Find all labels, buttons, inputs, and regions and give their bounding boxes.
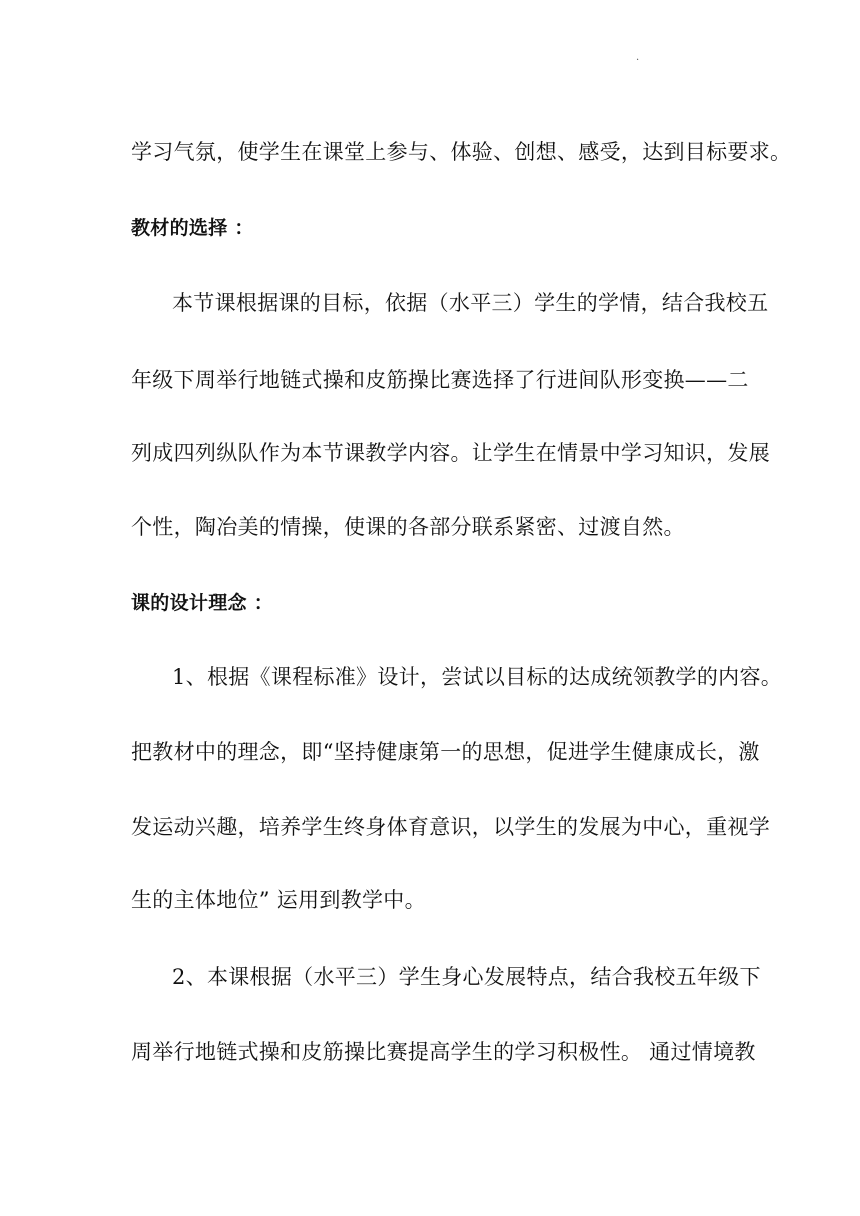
- header-mark: .: [636, 52, 640, 63]
- paragraph-line: 周举行地链式操和皮筋操比赛提高学生的学习积极性。 通过情境教: [131, 1040, 756, 1064]
- paragraph-line: 2、本课根据（水平三）学生身心发展特点，结合我校五年级下: [172, 965, 761, 989]
- section-heading-design-concept: 课的设计理念 ：: [131, 592, 274, 614]
- paragraph-line: 学习气氛，使学生在课堂上参与、体验、创想、感受，达到目标要求。: [131, 140, 792, 164]
- paragraph-line: 个性，陶冶美的情操，使课的各部分联系紧密、过渡自然。: [131, 515, 685, 539]
- paragraph-line: 生的主体地位” 运用到教学中。: [131, 888, 426, 912]
- paragraph-line: 把教材中的理念，即“坚持健康第一的思想，促进学生健康成长，激: [131, 740, 760, 764]
- paragraph-line: 年级下周举行地链式操和皮筋操比赛选择了行进间队形变换——二: [131, 368, 749, 392]
- paragraph-line: 本节课根据课的目标，依据（水平三）学生的学情，结合我校五: [172, 291, 769, 315]
- section-heading-materials: 教材的选择 ：: [131, 217, 254, 239]
- paragraph-line: 1、根据《课程标准》设计，尝试以目标的达成统领教学的内容。: [172, 665, 783, 689]
- paragraph-line: 发运动兴趣，培养学生终身体育意识，以学生的发展为中心，重视学: [131, 815, 770, 839]
- paragraph-line: 列成四列纵队作为本节课教学内容。让学生在情景中学习知识，发展: [131, 441, 770, 465]
